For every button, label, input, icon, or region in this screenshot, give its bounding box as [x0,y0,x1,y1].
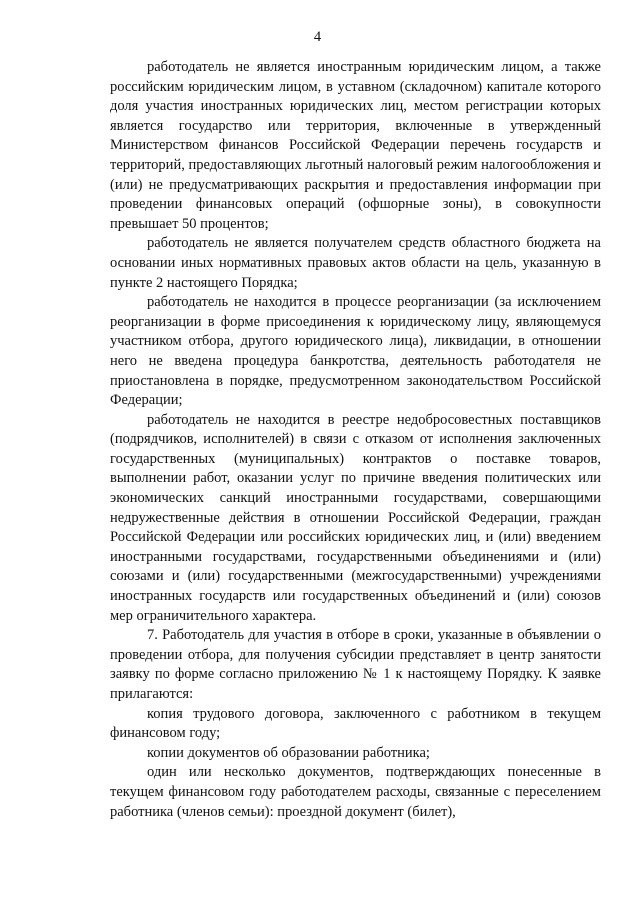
paragraph-budget-recipient: работодатель не является получателем средств областного бюджета на основании иных нормативных правовых актов области на цель, указанную в пункте 2 настоящего Порядка; [110,235,601,291]
paragraph-section-7: 7. Работодатель для участия в отборе в сроки, указанные в объявлении о проведении отбора, для получения субсидии представляет в центр занятости заявку по форме согласно приложению № 1 к настоящему Порядку. К заявке прилагаются: [110,627,601,702]
paragraph-labor-contract: копия трудового договора, заключенного с работником в текущем финансовом году; [110,705,601,742]
document-body [110,58,601,822]
paragraph-registry: работодатель не находится в реестре недобросовестных поставщиков (подрядчиков, исполнителей) в связи с отказом от исполнения заключенных государственных (муниципальных) контрактов о поставке товаров, выполнении работ, оказании услуг по причине введения политических или экономических санкций иностранными государствами, совершающими недружественные действия в отношении Российской Федерации, граждан Российской Федерации или российских юридических лиц, и (или) введением иностранными государствами, государственными объединениями и (или) союзами и (или) государственными (межгосударственными) учреждениями иностранных государств или государственных объединений и (или) союзов мер ограничительного характера. [110,411,601,624]
paragraph-education-docs: копии документов об образовании работника; [147,744,430,761]
paragraph-expense-docs: один или несколько документов, подтверждающих понесенные в текущем финансовом году работодателем расходы, связанные с переселением работника (членов семьи): проездной документ (билет), [110,764,601,820]
paragraph-reorganization: работодатель не находится в процессе реорганизации (за исключением реорганизации в форме присоединения к юридическому лицу, являющемуся участником отбора, другого юридического лица), ликвидации, в отношении него не введена процедура банкротства, деятельность работодателя не приостановлена в порядке, предусмотренном законодательством Российской Федерации; [110,294,601,409]
paragraph-foreign-entity: работодатель не является иностранным юридическим лицом, а также российским юридическим лицом, в уставном (складочном) капитале которого доля участия иностранных юридических лиц, местом регистрации которых является государство или территория, включенные в утвержденный Министерством финансов Российской Федерации перечень государств и территорий, предоставляющих льготный налоговый режим налогообложения и (или) не предусматривающих раскрытия и предоставления информации при проведении финансовых операций (офшорные зоны), в совокупности превышает 50 процентов; [110,59,601,232]
page-number: 4 [313,29,322,45]
